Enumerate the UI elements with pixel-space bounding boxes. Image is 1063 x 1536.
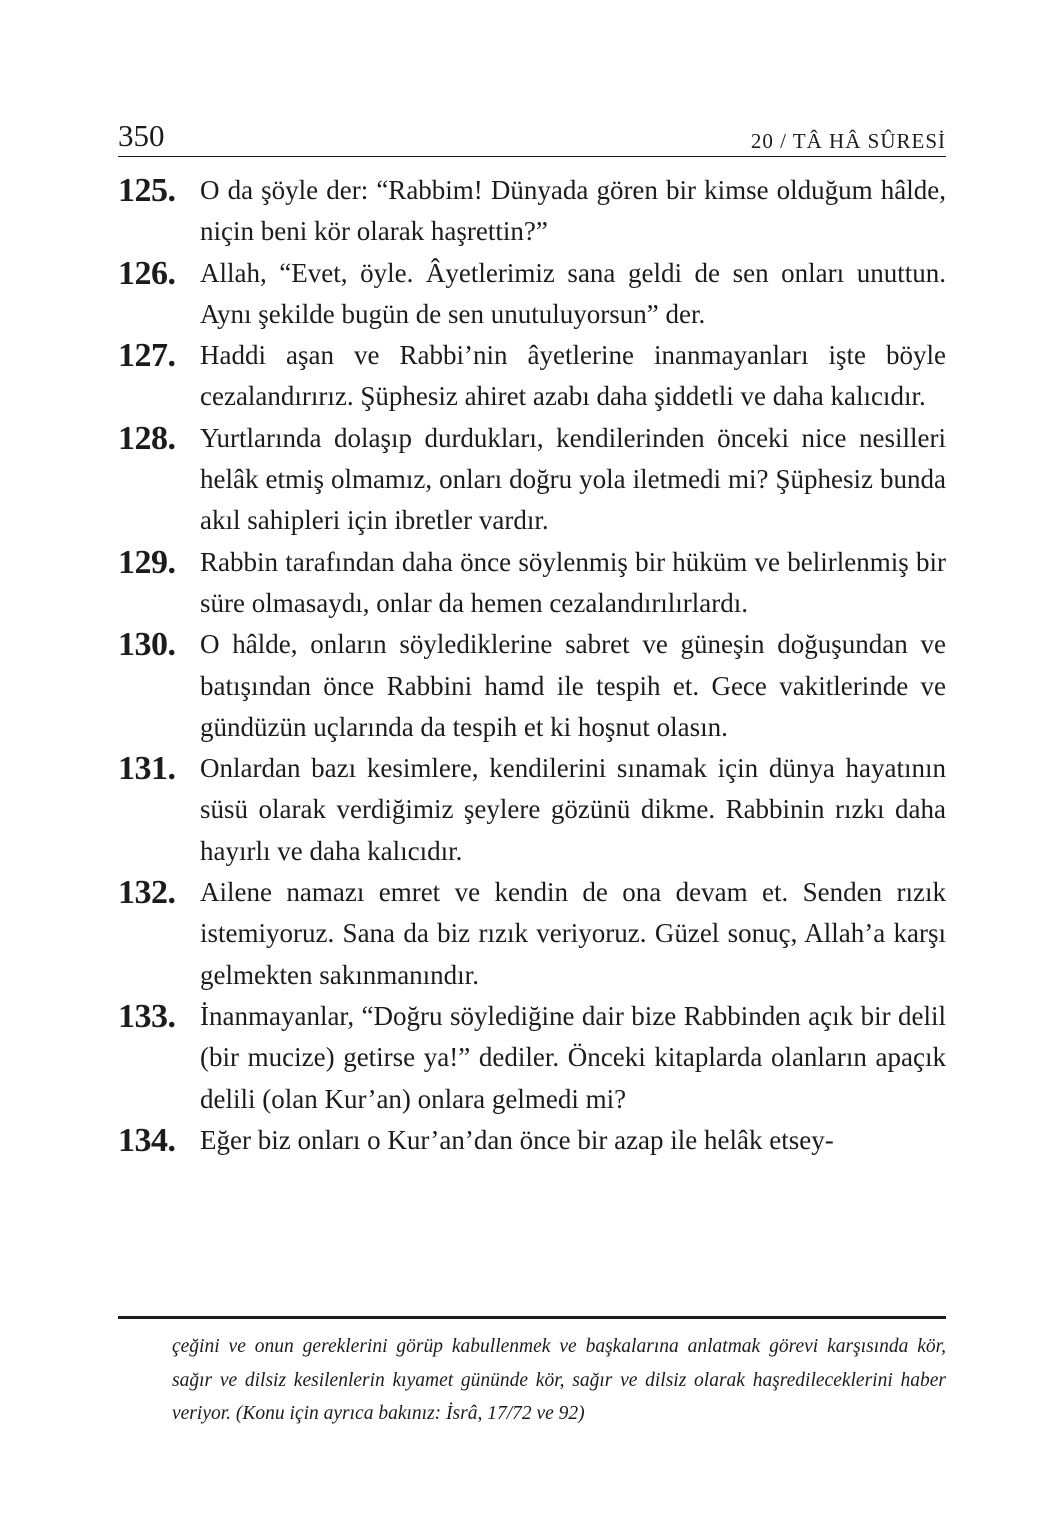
verse-number: 131. <box>118 750 176 788</box>
verse-number: 134. <box>118 1121 176 1159</box>
verse-list <box>118 170 946 1161</box>
verse-text: Rabbin tarafından daha önce söylenmiş bir hüküm ve belirlenmiş bir süre olmasaydı, onlar da hemen cezalandırılırlardı. <box>200 546 946 618</box>
verse-text: Onlardan bazı kesimlere, kendilerini sınamak için dünya hayatının süsü olarak verdiğimiz şeylere gözünü dikme. Rabbinin rızkı daha hayırlı ve daha kalıcıdır. <box>200 753 946 866</box>
verse-number: 126. <box>118 254 176 292</box>
footnote-text: çeğini ve onun gereklerini görüp kabullenmek ve başkalarına anlatmak görevi karşısında kör, sağır ve dilsiz kesilenlerin kıyamet gününde kör, sağır ve dilsiz olarak haşredileceklerini haber veriyor. (Konu için ayrıca bakınız: İsrâ, 17/72 ve 92) <box>172 1336 946 1424</box>
book-page <box>118 112 946 1159</box>
verse-number: 125. <box>118 172 176 209</box>
header-rule <box>118 156 946 157</box>
footnote-rule <box>118 1316 946 1319</box>
verse-130 <box>118 624 946 748</box>
verse-126 <box>118 253 946 336</box>
verse-131 <box>118 748 946 872</box>
verse-text: Eğer biz onları o Kur’an’dan önce bir azap ile helâk etsey- <box>200 1124 834 1155</box>
verse-text: Haddi aşan ve Rabbi’nin âyetlerine inanmayanları işte böyle cezalandırırız. Şüphesiz ahiret azabı daha şiddetli ve daha kalıcıdır. <box>200 340 946 412</box>
verse-text: O da şöyle der: “Rabbim! Dünyada gören bir kimse olduğum hâlde, niçin beni kör olarak haşrettin?” <box>200 175 946 247</box>
verse-number: 132. <box>118 874 176 912</box>
verse-text: O hâlde, onların söylediklerine sabret ve güneşin doğuşundan ve batışından önce Rabbini hamd ile tespih et. Gece vakitlerinde ve gündüzün uçlarında da tespih et ki hoşnut olasın. <box>200 629 946 742</box>
verse-132 <box>118 872 946 996</box>
page-number: 350 <box>118 118 165 153</box>
verse-128 <box>118 418 946 542</box>
verse-number: 133. <box>118 997 176 1035</box>
verse-129 <box>118 542 946 625</box>
verse-127 <box>118 335 946 418</box>
verse-text: Ailene namazı emret ve kendin de ona devam et. Senden rızık istemiyoruz. Sana da biz rızık veriyoruz. Güzel sonuç, Allah’a karşı gelmekten sakınmanındır. <box>200 877 946 990</box>
verse-134 <box>118 1120 946 1161</box>
verse-125 <box>118 170 946 253</box>
verse-number: 127. <box>118 337 176 375</box>
verse-number: 129. <box>118 543 176 581</box>
verse-number: 130. <box>118 626 176 664</box>
verse-text: İnanmayanlar, “Doğru söylediğine dair bize Rabbinden açık bir delil (bir mucize) getirse ya!” dediler. Önceki kitaplarda olanların apaçık delili (olan Kur’an) onlara gelmedi mi? <box>200 1000 946 1114</box>
running-title: 20 / TÂ HÂ SÛRESİ <box>750 129 946 153</box>
verse-number: 128. <box>118 419 176 457</box>
page-header <box>118 112 946 156</box>
verse-text: Yurtlarında dolaşıp durdukları, kendilerinden önceki nice nesilleri helâk etmiş olmamız, onları doğru yola iletmedi mi? Şüphesiz bunda akıl sahipleri için ibretler vardır. <box>200 422 946 536</box>
verse-133 <box>118 996 946 1120</box>
verse-text: Allah, “Evet, öyle. Âyetlerimiz sana geldi de sen onları unuttun. Aynı şekilde bugün de sen unutuluyorsun” der. <box>200 257 946 329</box>
